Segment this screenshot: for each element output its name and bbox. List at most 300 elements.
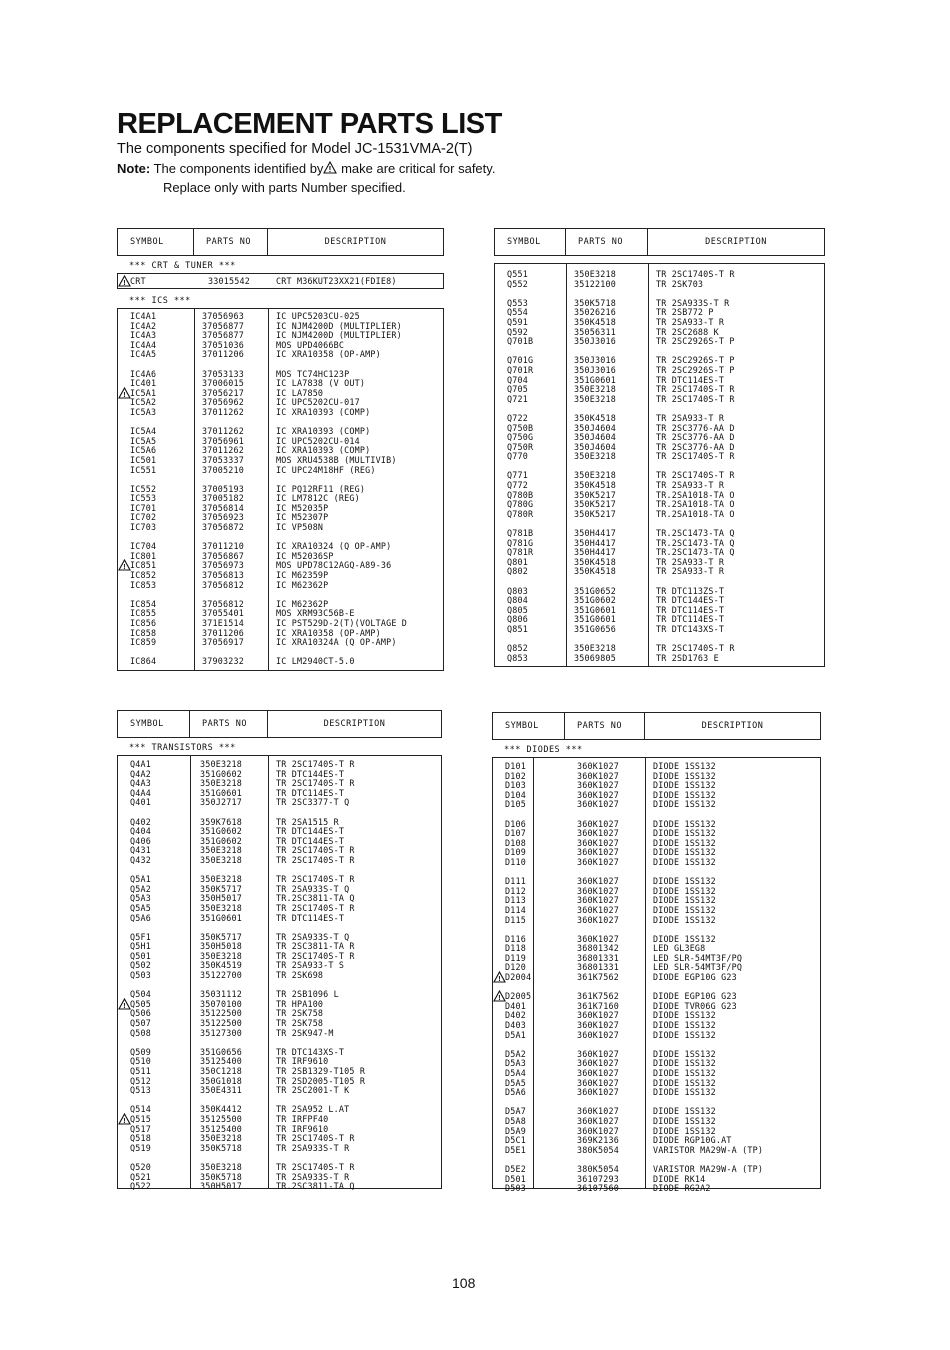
table-header xyxy=(494,228,825,256)
table-row xyxy=(495,395,824,405)
symbol-text: Q750R xyxy=(507,441,534,452)
row-symbol xyxy=(118,1086,190,1096)
row-part-number: 350J4604 xyxy=(574,441,616,452)
row-part-number: 350K5217 xyxy=(574,499,616,510)
row-description: IC LA7850 xyxy=(276,387,324,398)
symbol-text: Q521 xyxy=(130,1171,151,1182)
row-part-number: 37056917 xyxy=(202,637,244,648)
row-description: DIODE 1SS132 xyxy=(653,1106,716,1117)
row-description: TR 2SB1096 L xyxy=(276,989,339,1000)
row-description: DIODE 1SS132 xyxy=(653,876,716,887)
symbol-text: IC801 xyxy=(130,550,157,561)
row-part-number: 37005210 xyxy=(202,464,244,475)
row-symbol xyxy=(493,906,565,916)
symbol-text: Q804 xyxy=(507,595,528,606)
row-description: IC PST529D-2(T)(VOLTAGE D xyxy=(276,618,408,628)
row-description: TR.2SC1473-TA Q xyxy=(656,537,735,548)
row-part-number: 35070100 xyxy=(200,998,242,1009)
row-symbol xyxy=(118,904,190,914)
row-description: TR 2SB1329-T105 R xyxy=(276,1066,366,1076)
row-part-number: 360K1027 xyxy=(577,1077,619,1088)
row-part-number: 350E3218 xyxy=(574,470,616,481)
row-part-number: 350J3016 xyxy=(574,364,616,375)
row-part-number: 371E1514 xyxy=(202,618,244,628)
parts-table-diodes xyxy=(492,712,821,1194)
row-part-number: 380K5054 xyxy=(577,1163,619,1174)
symbol-text: D2004 xyxy=(505,972,532,983)
row-part-number: 351G0601 xyxy=(574,374,616,385)
row-part-number: 351G0656 xyxy=(574,623,616,634)
row-symbol xyxy=(493,1002,565,1012)
row-part-number: 37056962 xyxy=(202,397,244,408)
symbol-text: Q551 xyxy=(507,269,528,279)
symbol-text: D108 xyxy=(505,837,526,848)
row-part-number: 360K1027 xyxy=(577,933,619,944)
row-part-number: 360K1027 xyxy=(577,799,619,810)
row-part-number: 37056217 xyxy=(202,387,244,398)
row-description: IC LM2940CT-5.0 xyxy=(276,656,355,667)
row-part-number: 37056812 xyxy=(202,579,244,590)
symbol-text: Q406 xyxy=(130,835,151,846)
row-description: DIODE 1SS132 xyxy=(653,914,716,925)
row-part-number: 360K1027 xyxy=(577,828,619,839)
row-symbol xyxy=(118,760,190,770)
symbol-text: Q431 xyxy=(130,845,151,856)
row-symbol xyxy=(118,856,190,866)
row-symbol xyxy=(493,848,565,858)
note-text-b: make are critical for safety. xyxy=(341,161,496,176)
row-description: TR 2SC1740S-T R xyxy=(276,759,355,769)
table-row xyxy=(493,916,820,926)
page-title: REPLACEMENT PARTS LIST xyxy=(117,108,502,140)
row-symbol xyxy=(118,770,190,780)
row-description: DIODE 1SS132 xyxy=(653,1115,716,1126)
row-part-number: 350K5217 xyxy=(574,508,616,519)
row-part-number: 35125400 xyxy=(200,1056,242,1067)
symbol-text: Q517 xyxy=(130,1123,151,1134)
row-description: TR 2SC2001-T K xyxy=(276,1085,350,1096)
row-symbol xyxy=(118,1057,190,1067)
row-part-number: 360K1027 xyxy=(577,1048,619,1059)
row-description: IC NJM4200D (MULTIPLIER) xyxy=(276,330,402,341)
symbol-text: Q515 xyxy=(130,1113,151,1124)
row-symbol xyxy=(118,350,194,360)
symbol-text: IC854 xyxy=(130,598,157,609)
row-symbol xyxy=(118,638,194,648)
svg-text:!: ! xyxy=(123,391,126,399)
row-symbol xyxy=(118,581,194,591)
parts-table-ics xyxy=(117,228,444,671)
row-part-number: 351G0601 xyxy=(200,787,242,798)
row-part-number: 350K4412 xyxy=(200,1104,242,1115)
symbol-text: D105 xyxy=(505,799,526,810)
safety-note xyxy=(117,161,495,176)
table-row xyxy=(118,1144,441,1154)
symbol-text: IC864 xyxy=(130,656,157,667)
row-part-number: 37005193 xyxy=(202,483,244,494)
row-description: TR 2SA933-T R xyxy=(656,566,725,577)
table-row xyxy=(118,798,441,808)
row-part-number: 37903232 xyxy=(202,656,244,667)
symbol-text: IC5A3 xyxy=(130,406,157,417)
row-symbol xyxy=(118,1134,190,1144)
row-description: TR.2SA1018-TA O xyxy=(656,499,735,510)
row-description: IC M52036SP xyxy=(276,550,334,561)
row-symbol xyxy=(493,896,565,906)
row-description: TR.2SC3811-TA Q xyxy=(276,893,355,904)
row-symbol xyxy=(493,1050,565,1060)
row-description: TR 2SK947-M xyxy=(276,1027,334,1038)
row-part-number: 36801342 xyxy=(577,943,619,954)
table-row xyxy=(493,858,820,868)
row-part-number: 350E3218 xyxy=(200,874,242,885)
row-part-number: 350E3218 xyxy=(200,854,242,865)
table-body xyxy=(492,757,821,1194)
table-row xyxy=(493,1031,820,1041)
row-description: TR 2SC2926S-T P xyxy=(656,364,735,375)
symbol-text: D103 xyxy=(505,780,526,791)
row-description: TR DTC114ES-T xyxy=(656,614,725,625)
row-description: TR 2SC1740S-T R xyxy=(276,1161,355,1172)
svg-text:!: ! xyxy=(123,1002,126,1010)
symbol-text: IC856 xyxy=(130,618,157,628)
row-part-number: 36801331 xyxy=(577,962,619,973)
symbol-text: Q501 xyxy=(130,950,151,961)
row-description: MOS TC74HC123P xyxy=(276,368,350,379)
symbol-text: D5A7 xyxy=(505,1106,526,1117)
row-description: VARISTOR MA29W-A (TP) xyxy=(653,1163,764,1174)
row-description: TR IRFPF40 xyxy=(276,1113,329,1124)
row-symbol xyxy=(493,781,565,791)
table-row xyxy=(493,1184,820,1194)
table-row xyxy=(493,973,820,983)
row-description: TR DTC114ES-T xyxy=(276,787,345,798)
symbol-text: Q780R xyxy=(507,508,534,519)
symbol-text: D2005 xyxy=(505,991,532,1002)
symbol-text: Q801 xyxy=(507,556,528,567)
row-part-number: 350E3218 xyxy=(574,384,616,395)
row-description: TR 2SA1515 R xyxy=(276,816,339,827)
row-description: IC M52035P xyxy=(276,502,329,513)
row-symbol xyxy=(493,1146,565,1156)
row-description: IC XRA10324A (Q OP-AMP) xyxy=(276,637,397,648)
table-body xyxy=(117,308,444,671)
row-symbol xyxy=(118,1048,190,1058)
row-part-number: 360K1027 xyxy=(577,1087,619,1098)
row-symbol xyxy=(495,654,566,664)
row-part-number: 36107560 xyxy=(577,1183,619,1194)
symbol-text: CRT xyxy=(130,276,146,286)
row-part-number: 37011262 xyxy=(202,445,244,456)
symbol-text: IC852 xyxy=(130,570,157,581)
header-description: DESCRIPTION xyxy=(324,237,387,247)
row-description: TR DTC144ES-T xyxy=(276,835,345,846)
symbol-text: Q705 xyxy=(507,384,528,395)
symbol-text: IC401 xyxy=(130,378,157,389)
row-description: DIODE 1SS132 xyxy=(653,761,716,771)
svg-text:!: ! xyxy=(498,976,501,984)
row-symbol xyxy=(118,1029,190,1039)
table-row xyxy=(118,350,443,360)
symbol-text: Q510 xyxy=(130,1056,151,1067)
symbol-text: IC4A3 xyxy=(130,330,157,341)
row-part-number: 351G0602 xyxy=(200,768,242,779)
row-description: TR 2SC3377-T Q xyxy=(276,797,350,808)
symbol-text: Q4A1 xyxy=(130,759,151,769)
row-symbol xyxy=(493,877,565,887)
row-part-number: 360K1027 xyxy=(577,789,619,800)
symbol-text: Q506 xyxy=(130,1008,151,1019)
row-description: DIODE 1SS132 xyxy=(653,799,716,810)
symbol-text: D5A2 xyxy=(505,1048,526,1059)
row-symbol xyxy=(118,971,190,981)
symbol-text: IC702 xyxy=(130,512,157,523)
table-row xyxy=(118,971,441,981)
row-part-number: 37056867 xyxy=(202,550,244,561)
row-part-number: 360K1027 xyxy=(577,895,619,906)
row-description: TR 2SC2926S-T P xyxy=(656,336,735,347)
row-symbol xyxy=(118,837,190,847)
row-part-number: 35125500 xyxy=(200,1113,242,1124)
row-description: TR IRF9610 xyxy=(276,1056,329,1067)
symbol-text: D5A6 xyxy=(505,1087,526,1098)
row-part-number: 37011206 xyxy=(202,627,244,638)
row-description: IC XRA10358 (OP-AMP) xyxy=(276,349,381,360)
symbol-text: IC858 xyxy=(130,627,157,638)
row-description: TR 2SC3776-AA D xyxy=(656,432,735,443)
table-row xyxy=(495,654,824,664)
symbol-text: Q592 xyxy=(507,326,528,337)
table-header xyxy=(492,712,821,740)
row-description: TR DTC144ES-T xyxy=(656,595,725,606)
row-symbol xyxy=(493,1107,565,1117)
symbol-text: Q770 xyxy=(507,451,528,462)
row-part-number: 350E3218 xyxy=(200,845,242,856)
row-symbol xyxy=(118,779,190,789)
table-row xyxy=(118,274,443,288)
symbol-text: IC701 xyxy=(130,502,157,513)
symbol-text: IC5A6 xyxy=(130,445,157,456)
row-symbol xyxy=(493,791,565,801)
row-part-number: 350J3016 xyxy=(574,355,616,366)
row-part-number: 350H5017 xyxy=(200,893,242,904)
symbol-text: Q4A2 xyxy=(130,768,151,779)
row-symbol xyxy=(118,952,190,962)
symbol-text: IC553 xyxy=(130,493,157,504)
row-symbol xyxy=(493,820,565,830)
row-symbol xyxy=(493,1079,565,1089)
svg-text:!: ! xyxy=(123,280,126,287)
row-symbol xyxy=(495,625,566,635)
symbol-text: D403 xyxy=(505,1020,526,1031)
table-row xyxy=(495,337,824,347)
row-part-number: 350E3218 xyxy=(574,643,616,654)
row-description: TR 2SD1763 E xyxy=(656,652,719,663)
row-part-number: 33015542 xyxy=(208,276,250,286)
page-number: 108 xyxy=(452,1275,476,1291)
row-description: MOS XRM93C56B-E xyxy=(276,608,355,619)
symbol-text: Q5H1 xyxy=(130,941,151,952)
row-description: DIODE EGP10G G23 xyxy=(653,991,737,1002)
symbol-text: IC704 xyxy=(130,541,157,552)
row-part-number: 360K1027 xyxy=(577,1125,619,1136)
symbol-text: Q805 xyxy=(507,604,528,615)
row-description: DIODE 1SS132 xyxy=(653,770,716,781)
row-part-number: 350J2717 xyxy=(200,797,242,808)
row-symbol xyxy=(495,587,566,597)
row-part-number: 37056812 xyxy=(202,598,244,609)
row-description: IC NJM4200D (MULTIPLIER) xyxy=(276,320,402,331)
symbol-text: Q5A3 xyxy=(130,893,151,904)
row-description: LED GL3EG8 xyxy=(653,943,706,954)
row-part-number: 37056973 xyxy=(202,560,244,571)
symbol-text: Q401 xyxy=(130,797,151,808)
symbol-text: IC5A1 xyxy=(130,387,157,398)
row-symbol xyxy=(493,1088,565,1098)
row-part-number: 37056961 xyxy=(202,435,244,446)
symbol-text: Q513 xyxy=(130,1085,151,1096)
row-part-number: 35026216 xyxy=(574,307,616,318)
row-part-number: 360K1027 xyxy=(577,1115,619,1126)
row-symbol xyxy=(118,274,194,288)
row-description: DIODE 1SS132 xyxy=(653,933,716,944)
row-description: TR 2SK758 xyxy=(276,1018,324,1029)
row-part-number: 350K4519 xyxy=(200,960,242,971)
row-description: CRT M36KUT23XX21(FDIE8) xyxy=(276,276,397,286)
symbol-text: D120 xyxy=(505,962,526,973)
caution-triangle-icon xyxy=(323,161,337,174)
symbol-text: Q508 xyxy=(130,1027,151,1038)
symbol-text: Q552 xyxy=(507,278,528,289)
row-part-number: 350H5018 xyxy=(200,941,242,952)
row-symbol xyxy=(493,954,565,964)
symbol-text: Q772 xyxy=(507,480,528,491)
section-label-transistors: *** TRANSISTORS *** xyxy=(129,743,236,753)
symbol-text: D118 xyxy=(505,943,526,954)
header-symbol: SYMBOL xyxy=(118,711,190,737)
row-description: TR 2SC3776-AA D xyxy=(656,441,735,452)
row-symbol xyxy=(118,466,194,476)
section-label-ics: *** ICS *** xyxy=(129,296,191,306)
note-text-a: The components identified by xyxy=(153,161,324,176)
row-description: TR 2SC1740S-T R xyxy=(656,393,735,404)
symbol-text: IC5A2 xyxy=(130,397,157,408)
row-part-number: 350E3218 xyxy=(200,778,242,789)
row-part-number: 369K2136 xyxy=(577,1135,619,1146)
row-part-number: 350K5718 xyxy=(574,297,616,308)
row-description: TR 2SK698 xyxy=(276,970,324,981)
row-part-number: 360K1027 xyxy=(577,914,619,925)
row-part-number: 351G0652 xyxy=(574,585,616,596)
row-symbol xyxy=(493,1031,565,1041)
symbol-text: D5A1 xyxy=(505,1029,526,1040)
symbol-text: Q5A5 xyxy=(130,902,151,913)
row-part-number: 37006015 xyxy=(202,378,244,389)
row-part-number: 350K4518 xyxy=(574,566,616,577)
note-label: Note: xyxy=(117,161,151,176)
row-part-number: 35122700 xyxy=(200,970,242,981)
row-description: TR 2SC1740S-T R xyxy=(656,451,735,462)
symbol-text: Q803 xyxy=(507,585,528,596)
row-part-number: 35031112 xyxy=(200,989,242,1000)
row-symbol xyxy=(495,299,566,309)
row-part-number: 360K1027 xyxy=(577,876,619,887)
row-description: TR 2SC2926S-T P xyxy=(656,355,735,366)
row-part-number: 37056877 xyxy=(202,330,244,341)
row-description: TR 2SC3811-TA R xyxy=(276,941,355,952)
header-parts-no: PARTS NO xyxy=(190,711,268,737)
row-symbol xyxy=(495,376,566,386)
caution-triangle-icon xyxy=(493,971,506,983)
symbol-text: D106 xyxy=(505,818,526,829)
row-part-number: 350K5718 xyxy=(200,1142,242,1153)
symbol-text: Q504 xyxy=(130,989,151,1000)
symbol-text: Q701B xyxy=(507,336,534,347)
header-symbol: SYMBOL xyxy=(495,229,566,255)
table-row xyxy=(495,452,824,462)
row-description: TR 2SA933-T R xyxy=(656,556,725,567)
row-description: TR 2SC1740S-T R xyxy=(276,950,355,961)
row-description: IC XRA10324 (Q OP-AMP) xyxy=(276,541,392,552)
row-part-number: 360K1027 xyxy=(577,1029,619,1040)
symbol-text: Q509 xyxy=(130,1046,151,1057)
symbol-text: IC4A1 xyxy=(130,311,157,321)
row-part-number: 35125400 xyxy=(200,1123,242,1134)
symbol-text: IC4A6 xyxy=(130,368,157,379)
row-symbol xyxy=(118,961,190,971)
row-symbol xyxy=(118,1077,190,1087)
row-symbol xyxy=(118,657,194,667)
row-description: DIODE 1SS132 xyxy=(653,1010,716,1021)
row-part-number: 350C1218 xyxy=(200,1066,242,1076)
svg-text:!: ! xyxy=(123,564,126,572)
row-symbol xyxy=(118,818,190,828)
row-symbol xyxy=(118,933,190,943)
row-description: MOS UPD78C12AGQ-A89-36 xyxy=(276,560,392,571)
row-symbol xyxy=(118,1019,190,1029)
table-row xyxy=(118,1182,441,1192)
symbol-text: D401 xyxy=(505,1000,526,1011)
row-description: DIODE 1SS132 xyxy=(653,1029,716,1040)
symbol-text: IC501 xyxy=(130,454,157,465)
row-part-number: 35122500 xyxy=(200,1018,242,1029)
symbol-text: Q780B xyxy=(507,489,534,500)
row-description: MOS UPD4066BC xyxy=(276,339,345,350)
symbol-text: D104 xyxy=(505,789,526,800)
row-description: DIODE 1SS132 xyxy=(653,1087,716,1098)
symbol-text: D501 xyxy=(505,1173,526,1184)
symbol-text: Q402 xyxy=(130,816,151,827)
row-symbol xyxy=(493,944,565,954)
row-symbol xyxy=(118,1182,190,1192)
row-description: IC UPC24M18HF (REG) xyxy=(276,464,376,475)
row-description: TR.2SA1018-TA O xyxy=(656,489,735,500)
row-description: IC M52307P xyxy=(276,512,329,523)
row-part-number: 350H4417 xyxy=(574,547,616,558)
row-part-number: 37011262 xyxy=(202,406,244,417)
row-part-number: 360K1027 xyxy=(577,1010,619,1021)
row-symbol xyxy=(495,318,566,328)
row-symbol xyxy=(493,1127,565,1137)
row-part-number: 360K1027 xyxy=(577,847,619,858)
row-description: TR DTC143XS-T xyxy=(656,623,725,634)
row-symbol xyxy=(493,1184,565,1194)
row-part-number: 360K1027 xyxy=(577,1058,619,1069)
row-symbol xyxy=(118,885,190,895)
row-symbol xyxy=(495,558,566,568)
row-description: DIODE 1SS132 xyxy=(653,780,716,791)
row-description: TR 2SK758 xyxy=(276,1008,324,1019)
